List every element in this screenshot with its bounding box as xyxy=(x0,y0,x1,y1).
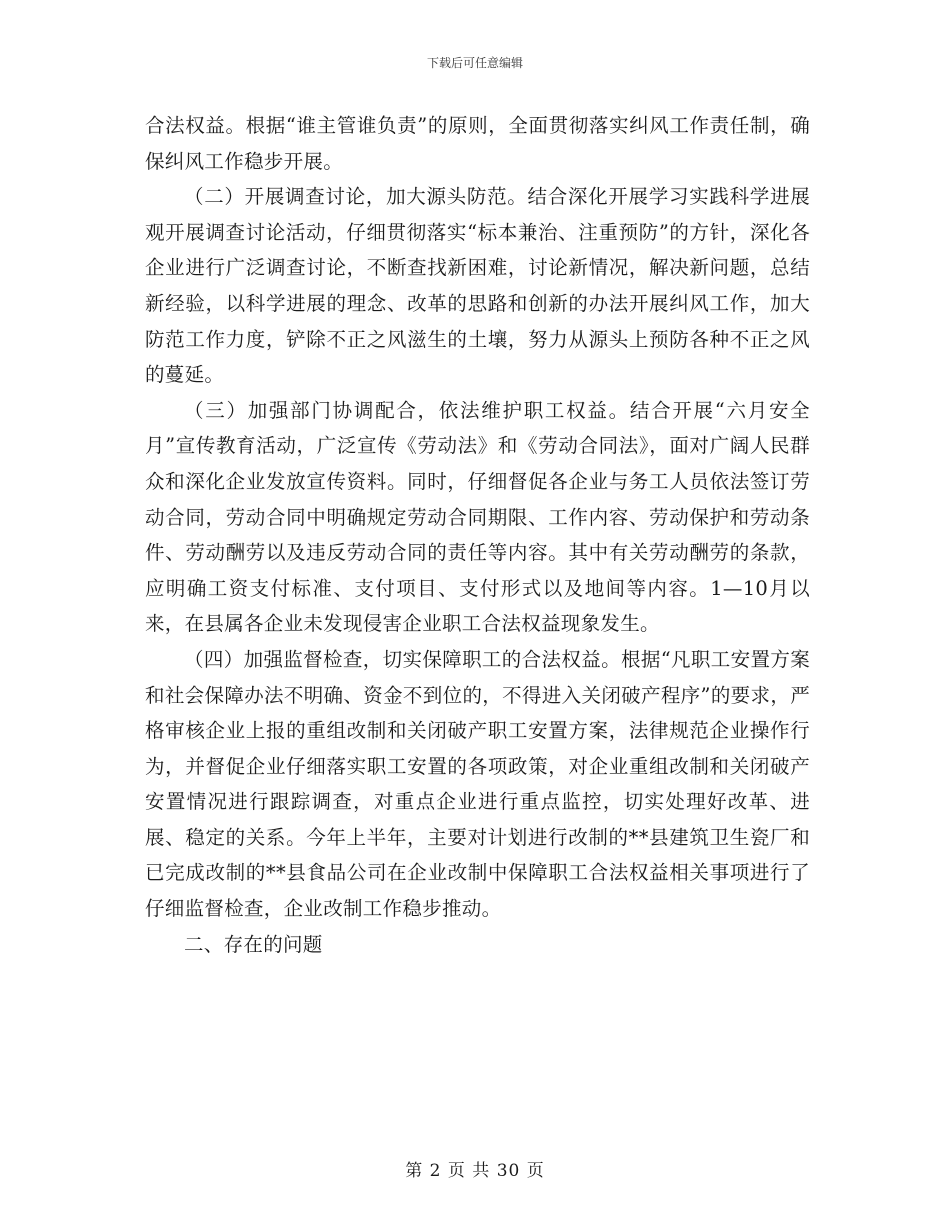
paragraph-section-4: （四）加强监督检查，切实保障职工的合法权益。根据“凡职工安置方案和社会保障办法不明确、资金不到位的，不得进入关闭破产程序”的要求，严格审核企业上报的重组改制和关闭破产职工安置方案，法律规范企业操作行为，并督促企业仔细落实职工安置的各项政策，对企业重组改制和关闭破产安置情况进行跟踪调查，对重点企业进行重点监控，切实处理好改革、进展、稳定的关系。今年上半年，主要对计划进行改制的**县建筑卫生瓷厂和已完成改制的**县食品公司在企业改制中保障职工合法权益相关事项进行了仔细监督检查，企业改制工作稳步推动。 xyxy=(145,647,810,921)
paragraph-section-3: （三）加强部门协调配合，依法维护职工权益。结合开展“六月安全月”宣传教育活动，广泛宣传《劳动法》和《劳动合同法》，面对广阔人民群众和深化企业发放宣传资料。同时，仔细督促各企业与务工人员依法签订劳动合同，劳动合同中明确规定劳动合同期限、工作内容、劳动保护和劳动条件、劳动酬劳以及违反劳动合同的责任等内容。其中有关劳动酬劳的条款，应明确工资支付标准、支付项目、支付形式以及地间等内容。1—10月以来，在县属各企业未发现侵害企业职工合法权益现象发生。 xyxy=(145,398,810,636)
paragraph-section-2: （二）开展调查讨论，加大源头防范。结合深化开展学习实践科学进展观开展调查讨论活动，仔细贯彻落实“标本兼治、注重预防”的方针，深化各企业进行广泛调查讨论，不断查找新困难，讨论新情况，解决新问题，总结新经验，以科学进展的理念、改革的思路和创新的办法开展纠风工作，加大防范工作力度，铲除不正之风滋生的土壤，努力从源头上预防各种不正之风的蔓延。 xyxy=(145,185,810,387)
page-header: 下载后可任意编辑 xyxy=(426,56,523,70)
document-body xyxy=(145,108,810,962)
page-number-footer: 第 2 页 共 30 页 xyxy=(405,1161,545,1181)
paragraph-continuation: 合法权益。根据“谁主管谁负责”的原则，全面贯彻落实纠风工作责任制，确保纠风工作稳步开展。 xyxy=(145,114,810,173)
section-heading-problems: 二、存在的问题 xyxy=(184,932,323,956)
